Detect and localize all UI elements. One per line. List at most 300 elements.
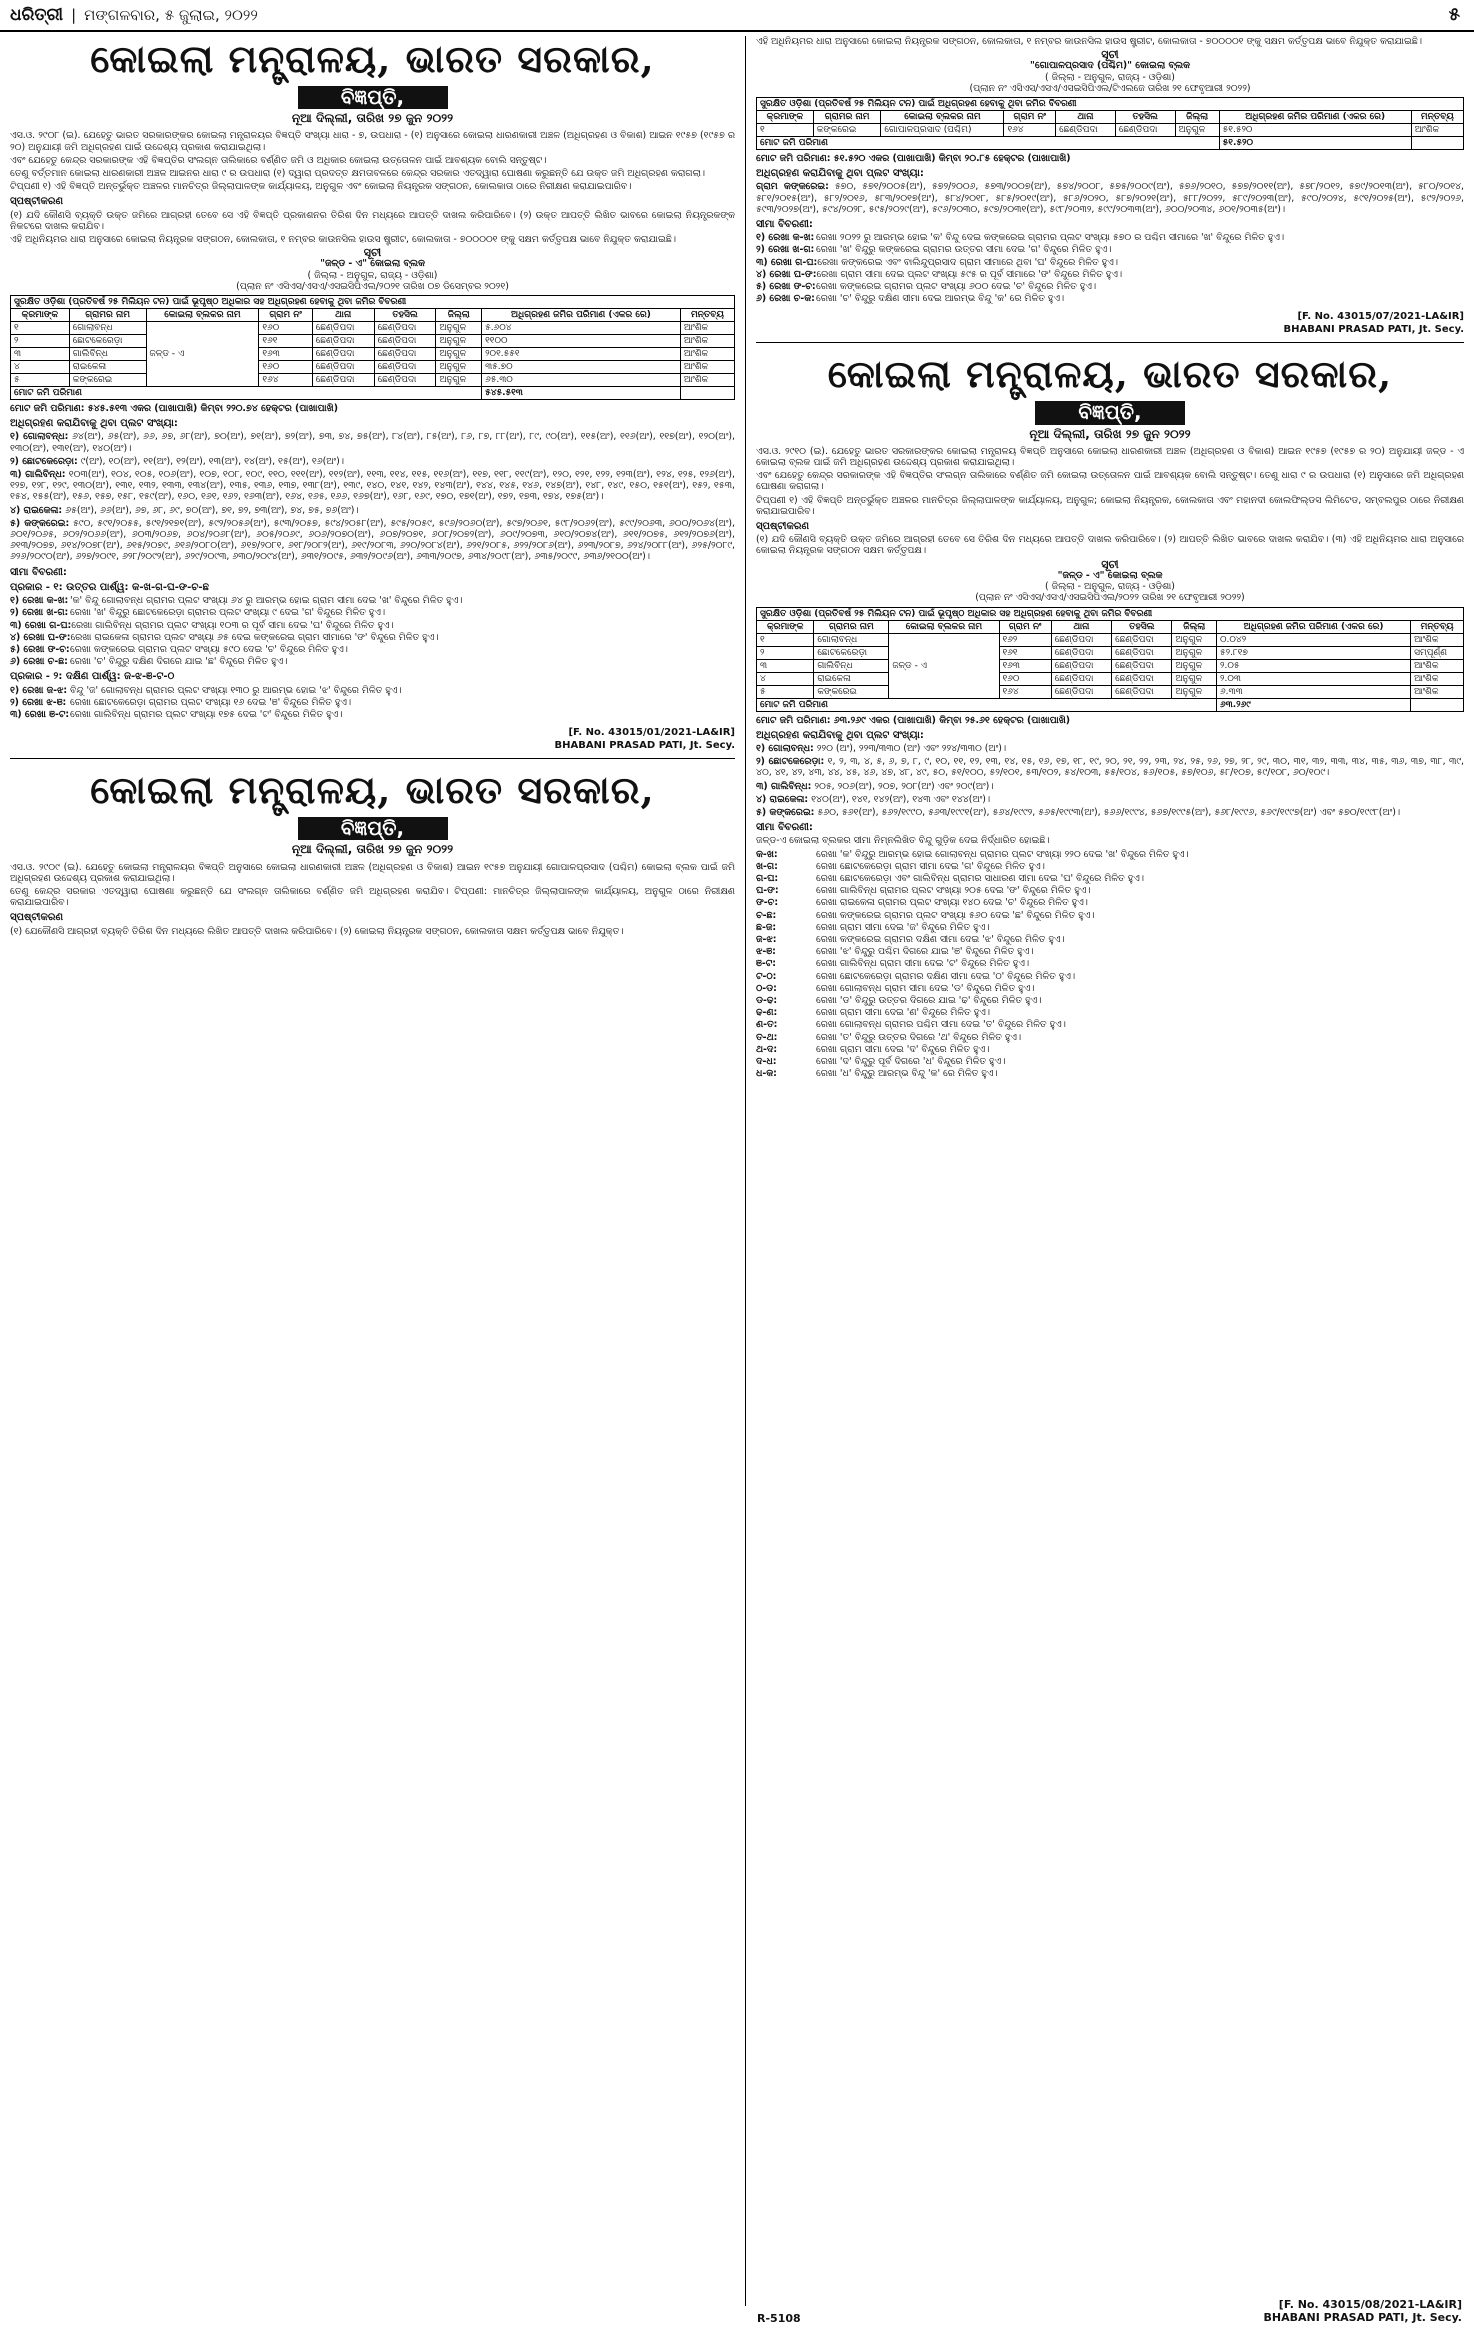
column-header: ଗ୍ରାମ ନଂ bbox=[259, 309, 312, 322]
table-cell: ୫୧.୫୨୦ bbox=[1219, 137, 1411, 150]
table-cell: ଛୋଟକେରେଡ଼ା bbox=[69, 335, 146, 348]
table-cell: ଛେଣ୍ଡିପଦା bbox=[1112, 672, 1172, 685]
table-row bbox=[757, 633, 1464, 646]
boundary-value: ରେଖା 'ଦ' ବିନ୍ଦୁରୁ ପୂର୍ବ ଦିଗରେ 'ଧ' ବିନ୍ଦୁରେ ମିଳିତ ହୁଏ। bbox=[816, 1055, 1006, 1067]
boundary-value: ରେଖା ଛୋଟକେରେଡ଼ା ଏବଂ ଗାଲିବିନ୍ଧ ଗ୍ରାମର ସାଧାରଣ ସୀମା ଦେଇ 'ଘ' ବିନ୍ଦୁରେ ମିଳିତ ହୁଏ। bbox=[816, 872, 1144, 884]
boundary-key: ଘ-ଙ: bbox=[756, 885, 779, 897]
table-cell: ଛେଣ୍ଡିପଦା bbox=[312, 374, 374, 387]
table-cell: ୫.୬୦୪ bbox=[482, 322, 681, 335]
boundary-line bbox=[756, 922, 1464, 933]
boundary-line bbox=[756, 1056, 1464, 1067]
column-header: କ୍ରମାଙ୍କ bbox=[11, 309, 70, 322]
table-caption: ସୁରକ୍ଷିତ ଓଡ଼ିଶା (ପ୍ରତିବର୍ଷ ୨୫ ମିଲିୟନ ଟନ) ପାଇଁ ଭୂପୃଷ୍ଠ ଅଧିକାର ସହ ଅଧିଗ୍ରହଣ ହେବାକୁ ଥିବା ଜମିର ବିବରଣୀ bbox=[757, 607, 1464, 620]
column-header: ଅଧିଗ୍ରହଣ ଜମିର ପରିମାଣ (ଏକର ରେ) bbox=[1217, 620, 1411, 633]
notice-jalda-a-2 bbox=[756, 351, 1464, 1086]
schedule-subtitle: "ଜଳ୍‌ଡ - ଏ" କୋଇଲା ବ୍ଲକ bbox=[1057, 569, 1163, 581]
plot-list bbox=[756, 743, 1464, 754]
notice-paragraph: ଏସ.ଓ. ୨୯୦୯ (ଇ). ଯେହେତୁ କୋଇଲା ମନ୍ତ୍ରାଳୟର ବିଜ୍ଞପ୍ତି ଅନୁସାରେ କୋଇଲା ଧାରଣକାରୀ ଅଞ୍ଚଳ (ଅଧିଗ୍ରହଣ ଓ ବିକାଶ) ଆଇନ ୧୯୫୭ ଅନୁଯାୟୀ ଗୋପାଳପ୍ରସାଦ (ପଶ୍ଚିମ) କୋଇଲା ବ୍ଲକ ପାଇଁ ଜମି ଅଧିଗ୍ରହଣ ଉଦ୍ଦେଶ୍ୟ ପ୍ରକାଶ କରାଯାଇଥିଲା। bbox=[10, 861, 735, 884]
table-cell: ଆଂଶିକ bbox=[680, 348, 734, 361]
boundary-line bbox=[756, 1044, 1464, 1055]
table-cell: ୩ bbox=[11, 348, 70, 361]
table-cell: ଛେଣ୍ଡିପଦା bbox=[312, 361, 374, 374]
boundary-line bbox=[756, 1032, 1464, 1043]
boundary-value: ରେଖା ଗ୍ରାମ ସୀମା ଦେଇ 'ଣ' ବିନ୍ଦୁରେ ମିଳିତ ହୁଏ। bbox=[816, 1007, 990, 1019]
schedule-title: ସୂଚୀ bbox=[1101, 48, 1119, 62]
table-cell: ଗୋପାଳପ୍ରସାଦ (ପଶ୍ଚିମ) bbox=[881, 124, 1004, 137]
table-row bbox=[11, 335, 735, 348]
table-cell: ଛେଣ୍ଡିପଦା bbox=[1056, 124, 1116, 137]
boundary-value: ରେଖା ଗ୍ରାମ ସୀମା ଦେଇ ପ୍ଲଟ ସଂଖ୍ୟା ୫୯୫ ର ପୂର୍ବ ସୀମାରେ 'ଙ' ବିନ୍ଦୁରେ ମିଳିତ ହୁଏ। bbox=[816, 268, 1123, 280]
plots-heading: ଅଧିଗ୍ରହଣ କରାଯିବାକୁ ଥିବା ପ୍ଲଟ ସଂଖ୍ୟା: bbox=[10, 418, 178, 430]
boundary-line bbox=[756, 885, 1464, 896]
schedule-reference: (ପ୍ଲାନ ନଂ ଏସିଏସ/ଏସଏ/ଏସଇସିପିଏଲ/୨୦୨୨ ତାରିଖ ୨୧ ଫେବୃଆରୀ ୨୦୨୨) bbox=[975, 592, 1245, 604]
table-cell: ରାଇକେଳା bbox=[69, 361, 146, 374]
page-number: ୫ bbox=[1448, 4, 1460, 25]
plot-list bbox=[10, 469, 735, 503]
boundary-key: ୧) ରେଖା ଜ-ଝ: bbox=[10, 684, 68, 696]
table-cell: ଆଂଶିକ bbox=[1411, 124, 1463, 137]
boundary-line bbox=[756, 910, 1464, 921]
column-header: ଅଧିଗ୍ରହଣ ଜମିର ପରିମାଣ (ଏକର ରେ) bbox=[482, 309, 681, 322]
boundary-line bbox=[756, 293, 1464, 304]
boundary-value: ରେଖା ଗ୍ରାମ ସୀମା ଦେଇ 'ଜ' ବିନ୍ଦୁରେ ମିଳିତ ହୁଏ। bbox=[816, 921, 990, 933]
table-cell: ଅନୁଗୁଳ bbox=[436, 322, 482, 335]
notice-paragraph: ଏବଂ ଯେହେତୁ କେନ୍ଦ୍ର ସରକାରଙ୍କ ଏହି ବିଜ୍ଞପ୍ତିର ସଂଲଗ୍ନ ତାଲିକାରେ ବର୍ଣ୍ଣିତ ଜମି ଓ ଅଧିକାର କୋଇଲା ଉତ୍ତୋଳନ ପାଇଁ ଆବଶ୍ୟକ ବୋଲି ସନ୍ତୁଷ୍ଟ। bbox=[10, 154, 547, 166]
village-label: ୪) ରାଇକେଳା: bbox=[10, 504, 63, 516]
boundary-line bbox=[756, 873, 1464, 884]
boundary-line bbox=[10, 685, 735, 696]
signatory: BHABANI PRASAD PATI, Jt. Secy. bbox=[1263, 2311, 1462, 2324]
table-cell: ୧୬୪ bbox=[259, 374, 312, 387]
plot-list bbox=[756, 181, 1464, 215]
plot-list bbox=[756, 781, 1464, 792]
boundary-key: ଠ-ଡ: bbox=[756, 982, 777, 994]
table-cell: କଙ୍କରେଇ bbox=[814, 685, 889, 698]
notice-paragraph: ତେଣୁ କେନ୍ଦ୍ର ସରକାର ଏତଦ୍ୱାରା ଘୋଷଣା କରୁଛନ୍ତି ଯେ ସଂଲଗ୍ନ ତାଲିକାରେ ବର୍ଣ୍ଣିତ ଜମି ଅଧିଗ୍ରହଣ କରାଯିବ। ଟିପ୍ପଣୀ: ମାନଚିତ୍ର ଜିଲ୍ଲାପାଳଙ୍କ କାର୍ଯ୍ୟାଳୟ, ଅନୁଗୁଳ ଠାରେ ନିରୀକ୍ଷଣ କରାଯାଇପାରିବ। bbox=[10, 885, 735, 909]
notice-paragraph: ଏସ.ଓ. ୨୯୦୮ (ଇ). ଯେହେତୁ ଭାରତ ସରକାରଙ୍କର କୋଇଲା ମନ୍ତ୍ରାଳୟର ବିଜ୍ଞପ୍ତି ସଂଖ୍ୟା ଧାରା - ୭, ଉପଧାରା - (୧) ଅନୁସାରେ କୋଇଲା ଧାରଣକାରୀ ଅଞ୍ଚଳ (ଅଧିଗ୍ରହଣ ଓ ବିକାଶ) ଆଇନ ୧୯୫୭ (୧୯୫୭ ର ୨୦) ଅନୁଯାୟୀ ଜମି ଅଧିଗ୍ରହଣ ପାଇଁ ଉଦ୍ଦେଶ୍ୟ ପ୍ରକାଶ କରାଯାଇଥିଲା। bbox=[10, 130, 735, 153]
schedule-title: ସୂଚୀ bbox=[363, 246, 382, 260]
boundary-value: ରେଖା ଛୋଟକେରେଡ଼ା ଗ୍ରାମ ସୀମା ଦେଇ 'ଗ' ବିନ୍ଦୁରେ ମିଳିତ ହୁଏ। bbox=[816, 860, 1045, 872]
table-cell bbox=[680, 387, 734, 400]
table-cell: ୧୬୦ bbox=[259, 361, 312, 374]
schedule-subtitle: "ଗୋପାଳପ୍ରସାଦ (ପଶ୍ଚିମ)" କୋଇଲା ବ୍ଲକ bbox=[1030, 60, 1190, 72]
schedule-location: ( ଜିଲ୍ଲା - ଅନୁଗୁଳ, ରାଜ୍ୟ - ଓଡ଼ିଶା) bbox=[1045, 71, 1175, 83]
table-cell: ୫୪୫.୫୧୩ bbox=[482, 387, 681, 400]
table-header-row bbox=[757, 111, 1464, 124]
notice-dateline: ନୂଆ ଦିଲ୍ଲୀ, ତାରିଖ ୨୭ ଜୁନ ୨୦୨୨ bbox=[291, 111, 454, 126]
plot-list bbox=[756, 794, 1464, 805]
right-column bbox=[756, 36, 1464, 1094]
explanation-heading: ସ୍ପଷ୍ଟୀକରଣ bbox=[756, 521, 810, 533]
table-cell: ଛେଣ୍ଡିପଦା bbox=[1115, 124, 1175, 137]
boundary-value: ରେଖା 'ଧ' ବିନ୍ଦୁରୁ ଆରମ୍ଭ ବିନ୍ଦୁ 'କ' ରେ ମିଳିତ ହୁଏ। bbox=[816, 1068, 998, 1080]
boundary-value: ରେଖା କଙ୍କରେଇ ଗ୍ରାମର ପ୍ଲଟ ସଂଖ୍ୟା ୬୦୦ ଦେଇ 'ଚ' ବିନ୍ଦୁରେ ମିଳିତ ହୁଏ। bbox=[816, 281, 1097, 293]
ministry-heading: କୋଇଲା ମନ୍ତ୍ରାଳୟ, ଭାରତ ସରକାର, bbox=[90, 767, 655, 813]
boundary-line bbox=[756, 244, 1464, 255]
plot-list bbox=[756, 807, 1464, 818]
table-cell: ୧ bbox=[757, 124, 814, 137]
boundary-key: ୬) ରେଖା ଚ-ଛ: bbox=[10, 656, 68, 668]
boundary-value: ରେଖା ଗାଲିବିନ୍ଧ ଗ୍ରାମର ପ୍ଲଟ ସଂଖ୍ୟା ୧୭୫ ଦେଇ 'ଟ' ବିନ୍ଦୁରେ ମିଳିତ ହୁଏ। bbox=[70, 708, 343, 720]
boundary-line bbox=[756, 861, 1464, 872]
column-header: ମନ୍ତବ୍ୟ bbox=[680, 309, 734, 322]
boundary-key: ୬) ରେଖା ଚ-କ: bbox=[756, 293, 815, 305]
plot-list bbox=[10, 456, 735, 467]
table-cell: ୨.୦୩ bbox=[1217, 672, 1411, 685]
plot-numbers: ୧୪୦(ଅଂ), ୧୪୧, ୧୪୨(ଅଂ), ୧୪୩ ଏବଂ ୧୪୪(ଅଂ)। bbox=[811, 793, 991, 805]
table-cell: ୧୧୦୦ bbox=[482, 335, 681, 348]
table-cell: ଛେଣ୍ଡିପଦା bbox=[1112, 633, 1172, 646]
column-header: କ୍ରମାଙ୍କ bbox=[757, 111, 814, 124]
boundary-value: ରେଖା ଗୋଲାବନ୍ଧ ଗ୍ରାମ ସୀମା ଦେଇ 'ଡ' ବିନ୍ଦୁରେ ମିଳିତ ହୁଏ। bbox=[816, 982, 1035, 994]
table-cell: ୧୬୪ bbox=[999, 685, 1051, 698]
plot-numbers: ୫୭୦, ୫୭୧/୨୦୦୫(ଅଂ), ୫୭୨/୨୦୦୬, ୫୭୩/୨୦୦୭(ଅଂ), ୫୭୪/୨୦୦୮, ୫୭୫/୨୦୦୯(ଅଂ), ୫୭୬/୨୦୧୦, ୫୭୭/୨୦୧୧(ଅଂ), ୫୭୮/୨୦୧୨, ୫୭୯/୨୦୧୩(ଅଂ), ୫୮୦/୨୦୧୪, ୫୮୧/୨୦୧୫(ଅଂ), ୫୮୨/୨୦୧୬, ୫୮୩/୨୦୧୭(ଅଂ), ୫୮୪/୨୦୧୮, ୫୮୫/୨୦୧୯(ଅଂ), ୫୮୬/୨୦୨୦, ୫୮୭/୨୦୨୧(ଅଂ), ୫୮୮/୨୦୨୨, ୫୮୯/୨୦୨୩(ଅଂ), ୫୯୦/୨୦୨୪, ୫୯୧/୨୦୨୫(ଅଂ), ୫୯୨/୨୦୨୬, ୫୯୩/୨୦୨୭(ଅଂ), ୫୯୪/୨୦୨୮, ୫୯୫/୨୦୨୯(ଅଂ), ୫୯୬/୨୦୩୦, ୫୯୭/୨୦୩୧(ଅଂ), ୫୯୮/୨୦୩୨, ୫୯୯/୨୦୩୩(ଅଂ), ୬୦୦/୨୦୩୪, ୬୦୧/୨୦୩୫(ଅଂ)। bbox=[756, 181, 1465, 215]
boundary-value: ବିନ୍ଦୁ 'ଜ' ଗୋଲାବନ୍ଧ ଗ୍ରାମର ପ୍ଲଟ ସଂଖ୍ୟା ୧୩୦ ରୁ ଆରମ୍ଭ ହୋଇ 'ଝ' ବିନ୍ଦୁରେ ମିଳିତ ହୁଏ। bbox=[70, 684, 402, 696]
boundary-key: ଝ-ଞ: bbox=[756, 946, 776, 958]
table-cell: ଛେଣ୍ଡିପଦା bbox=[374, 322, 436, 335]
boundary-value: ରେଖା ରାଇକେଳା ଗ୍ରାମର ପ୍ଲଟ ସଂଖ୍ୟା ୬୫ ଦେଇ କଙ୍କରେଇ ଗ୍ରାମ ସୀମାରେ 'ଙ' ବିନ୍ଦୁରେ ମିଳିତ ହୁଏ। bbox=[70, 631, 439, 643]
column-header: ତହସିଲ bbox=[374, 309, 436, 322]
boundary-line bbox=[756, 958, 1464, 969]
table-row bbox=[757, 646, 1464, 659]
table-cell: ଗାଲିବିନ୍ଧ bbox=[814, 659, 889, 672]
table-cell: ଛେଣ୍ଡିପଦା bbox=[1051, 659, 1111, 672]
boundary-line bbox=[756, 1019, 1464, 1030]
column-header: ମନ୍ତବ୍ୟ bbox=[1411, 111, 1463, 124]
table-cell: ଗାଲିବିନ୍ଧ bbox=[69, 348, 146, 361]
plot-list bbox=[10, 505, 735, 516]
column-header: ଜିଲ୍ଲା bbox=[1172, 620, 1217, 633]
table-cell: ୩ bbox=[757, 659, 814, 672]
boundary-line bbox=[10, 595, 735, 606]
notice-paragraph: ଏବଂ ଯେହେତୁ କେନ୍ଦ୍ର ସରକାରଙ୍କ ଏହି ବିଜ୍ଞପ୍ତିର ସଂଲଗ୍ନ ତାଲିକାରେ ବର୍ଣ୍ଣିତ ଜମି କୋଇଲା ଉତ୍ତୋଳନ ପାଇଁ ଆବଶ୍ୟକ ବୋଲି ସନ୍ତୁଷ୍ଟ। ତେଣୁ ଧାରା ୯ ର ଉପଧାରା (୧) ଅନୁସାରେ ଜମି ଅଧିଗ୍ରହଣ ଘୋଷଣା କରାଗଲା। bbox=[756, 470, 1464, 493]
boundary-value: ରେଖା ଛୋଟକେରେଡ଼ା ଗ୍ରାମର ଦକ୍ଷିଣ ସୀମା ଦେଇ 'ଠ' ବିନ୍ଦୁରେ ମିଳିତ ହୁଏ। bbox=[816, 970, 1076, 982]
column-header: ଜିଲ୍ଲା bbox=[436, 309, 482, 322]
column-header: ତହସିଲ bbox=[1115, 111, 1175, 124]
boundary-line bbox=[10, 620, 735, 631]
boundary-value: ରେଖା 'ଖ' ବିନ୍ଦୁରୁ କଙ୍କରେଇ ଗ୍ରାମର ଉତ୍ତର ସୀମା ଦେଇ 'ଗ' ବିନ୍ଦୁରେ ମିଳିତ ହୁଏ। bbox=[816, 244, 1112, 256]
boundary-value: ରେଖା 'ଚ' ବିନ୍ଦୁରୁ ଦକ୍ଷିଣ ସୀମା ଦେଇ ଆରମ୍ଭ ବିନ୍ଦୁ 'କ' ରେ ମିଳିତ ହୁଏ। bbox=[816, 293, 1065, 305]
table-cell: ଆଂଶିକ bbox=[1411, 685, 1464, 698]
column-header: ଜିଲ୍ଲା bbox=[1175, 111, 1219, 124]
boundary-value: ରେଖା ରାଇକେଳା ଗ୍ରାମର ପ୍ଲଟ ସଂଖ୍ୟା ୧୪୦ ଦେଇ 'ଚ' ବିନ୍ଦୁରେ ମିଳିତ ହୁଏ। bbox=[816, 897, 1088, 909]
table-cell: ୧୬୧ bbox=[259, 335, 312, 348]
boundary-key: ଖ-ଗ: bbox=[756, 860, 778, 872]
boundary-key: ୨) ରେଖା ଝ-ଞ: bbox=[10, 696, 67, 708]
plots-heading: ଅଧିଗ୍ରହଣ କରାଯିବାକୁ ଥିବା ପ୍ଲଟ ସଂଖ୍ୟା: bbox=[756, 729, 924, 741]
signature-block bbox=[10, 726, 735, 752]
table-row bbox=[11, 348, 735, 361]
column-header: ଥାନା bbox=[1051, 620, 1111, 633]
table-cell: ଆଂଶିକ bbox=[680, 361, 734, 374]
boundary-key: ୪) ରେଖା ଘ-ଙ: bbox=[10, 631, 71, 643]
notice-paragraph: (୧) ଯେକୌଣସି ଆଗ୍ରହୀ ବ୍ୟକ୍ତି ତିରିଶ ଦିନ ମଧ୍ୟରେ ଲିଖିତ ଆପତ୍ତି ଦାଖଲ କରିପାରିବେ। (୨) କୋଇଲା ନିୟନ୍ତ୍ରକ ସଙ୍ଗଠନ, କୋଲକାତା ସକ୍ଷମ କର୍ତ୍ତୃପକ୍ଷ ଭାବେ ନିଯୁକ୍ତ। bbox=[10, 925, 624, 937]
village-label: ୧) ଗୋଲାବନ୍ଧ: bbox=[10, 431, 69, 443]
table-cell: ଅନୁଗୁଳ bbox=[1172, 659, 1217, 672]
total-area-line: ମୋଟ ଜମି ପରିମାଣ: ୫୪୫.୫୧୩ ଏକର (ପାଖାପାଖି) କିମ୍ବା ୨୨୦.୭୪ ହେକ୍ଟର (ପାଖାପାଖି) bbox=[10, 403, 338, 415]
boundary-key: ଢ-ଣ: bbox=[756, 1007, 778, 1019]
plot-numbers: ୨୨୦ (ଅଂ), ୨୨୩/୩୩୦ (ଅଂ) ଏବଂ ୨୨୪/୩୩୦ (ଅଂ)। bbox=[816, 742, 1007, 754]
boundary-key: ୧) ରେଖା କ-ଖ: bbox=[756, 232, 815, 244]
boundary-key: ୧) ରେଖା କ-ଖ: bbox=[10, 595, 69, 607]
table-cell: ଛେଣ୍ଡିପଦା bbox=[312, 335, 374, 348]
plot-numbers: ୫୯୦, ୫୯୧/୨୦୫୫, ୫୯୧/୨୧୭୧(ଅଂ), ୫୯୨/୨୦୫୬(ଅଂ), ୫୯୩/୨୦୫୭, ୫୯୪/୨୦୫୮(ଅଂ), ୫୯୫/୨୦୫୯, ୫୯୬/୨୦୬୦(ଅଂ), ୫୯୭/୨୦୬୧, ୫୯୮/୨୦୬୨(ଅଂ), ୫୯୯/୨୦୬୩, ୬୦୦/୨୦୬୪(ଅଂ), ୬୦୧/୨୦୬୫, ୬୦୨/୨୦୬୬(ଅଂ), ୬୦୩/୨୦୬୭, ୬୦୪/୨୦୬୮(ଅଂ), ୬୦୫/୨୦୬୯, ୬୦୬/୨୦୭୦(ଅଂ), ୬୦୭/୨୦୭୧, ୬୦୮/୨୦୭୨(ଅଂ), ୬୦୯/୨୦୭୩, ୬୧୦/୨୦୭୪(ଅଂ), ୬୧୧/୨୦୭୫, ୬୧୨/୨୦୭୬(ଅଂ), ୬୧୩/୨୦୭୭, ୬୧୪/୨୦୭୮(ଅଂ), ୬୧୫/୨୦୭୯, ୬୧୬/୨୦୮୦(ଅଂ), ୬୧୭/୨୦୮୧, ୬୧୮/୨୦୮୨(ଅଂ), ୬୧୯/୨୦୮୩, ୬୨୦/୨୦୮୪(ଅଂ), ୬୨୧/୨୦୮୫, ୬୨୨/୨୦୮୬(ଅଂ), ୬୨୩/୨୦୮୭, ୬୨୪/୨୦୮୮(ଅଂ), ୬୨୫/୨୦୮୯, ୬୨୬/୨୦୯୦(ଅଂ), ୬୨୭/୨୦୯୧, ୬୨୮/୨୦୯୨(ଅଂ), ୬୨୯/୨୦୯୩, ୬୩୦/୨୦୯୪(ଅଂ), ୬୩୧/୨୦୯୫, ୬୩୨/୨୦୯୬(ଅଂ), ୬୩୩/୨୦୯୭, ୬୩୪/୨୦୯୮(ଅଂ), ୬୩୫/୨୦୯୯, ୬୩୬/୨୧୦୦(ଅଂ)। bbox=[10, 517, 735, 563]
table-cell: ୨ bbox=[757, 646, 814, 659]
land-table bbox=[10, 295, 735, 400]
table-cell: ଅନୁଗୁଳ bbox=[1172, 672, 1217, 685]
boundary-value: ରେଖା ୨୦୨୨ ରୁ ଆରମ୍ଭ ହୋଇ 'କ' ବିନ୍ଦୁ ଦେଇ କଙ୍କରେଇ ଗ୍ରାମର ପ୍ଲଟ ସଂଖ୍ୟା ୫୭୦ ର ପଶ୍ଚିମ ସୀମାରେ 'ଖ' ବିନ୍ଦୁରେ ମିଳିତ ହୁଏ। bbox=[816, 232, 1285, 244]
boundary-value: ରେଖା ଗାଲିବିନ୍ଧ ଗ୍ରାମର ପ୍ଲଟ ସଂଖ୍ୟା ୨୦୫ ଦେଇ 'ଙ' ବିନ୍ଦୁରେ ମିଳିତ ହୁଏ। bbox=[816, 885, 1091, 897]
boundary-key: ତ-ଥ: bbox=[756, 1031, 778, 1043]
village-label: ୨) ଛୋଟକେରେଡ଼ା: bbox=[756, 756, 825, 768]
boundary-key: ଟ-ଠ: bbox=[756, 970, 777, 982]
table-cell: ଛେଣ୍ଡିପଦା bbox=[312, 322, 374, 335]
boundary-line bbox=[10, 632, 735, 643]
boundary-key: ୪) ରେଖା ଘ-ଙ: bbox=[756, 268, 817, 280]
table-cell: ଆଂଶିକ bbox=[1411, 659, 1464, 672]
table-cell: ୧ bbox=[757, 633, 814, 646]
boundary-value: ରେଖା 'ଚ' ବିନ୍ଦୁରୁ ଦକ୍ଷିଣ ଦିଗରେ ଯାଇ 'ଛ' ବିନ୍ଦୁରେ ମିଳିତ ହୁଏ। bbox=[70, 656, 288, 668]
boundary-line bbox=[756, 983, 1464, 994]
table-header-row bbox=[11, 309, 735, 322]
boundary-line bbox=[756, 1068, 1464, 1079]
boundary-line bbox=[10, 607, 735, 618]
table-cell: ଛେଣ୍ଡିପଦା bbox=[1112, 646, 1172, 659]
table-total-row bbox=[757, 137, 1464, 150]
plot-numbers: ୨୦୫, ୨୦୬(ଅଂ), ୨୦୭, ୨୦୮(ଅଂ) ଏବଂ ୨୦୯(ଅଂ)। bbox=[814, 780, 994, 792]
notice-dateline: ନୂଆ ଦିଲ୍ଲୀ, ତାରିଖ ୨୭ ଜୁନ ୨୦୨୨ bbox=[1029, 426, 1191, 441]
boundary-line bbox=[756, 897, 1464, 908]
table-cell: ଅନୁଗୁଳ bbox=[436, 335, 482, 348]
table-cell: ୩୫.୭୦ bbox=[482, 361, 681, 374]
boundary-value: ରେଖା କଙ୍କରେଇ ଗ୍ରାମର ପ୍ଲଟ ସଂଖ୍ୟା ୫୬୦ ଦେଇ 'ଛ' ବିନ୍ଦୁରେ ମିଳିତ ହୁଏ। bbox=[816, 909, 1095, 921]
boundary-value: ରେଖା 'ଖ' ବିନ୍ଦୁରୁ ଛୋଟକେରେଡ଼ା ଗ୍ରାମର ପ୍ଲଟ ସଂଖ୍ୟା ୯ ଦେଇ 'ଗ' ବିନ୍ଦୁରେ ମିଳିତ ହୁଏ। bbox=[70, 607, 386, 619]
table-row bbox=[11, 322, 735, 335]
boundary-key: ଥ-ଦ: bbox=[756, 1043, 778, 1055]
schedule-reference: (ପ୍ଲାନ ନଂ ଏସିଏସ/ଏସଏ/ଏସଇସିପିଏଲ/୨୦୨୧ ତାରିଖ ୦୭ ଡିସେମ୍ବର ୨୦୨୧) bbox=[236, 280, 509, 292]
schedule-location: ( ଜିଲ୍ଲା - ଅନୁଗୁଳ, ରାଜ୍ୟ - ଓଡ଼ିଶା) bbox=[307, 269, 438, 281]
table-cell: ୧୬୩ bbox=[259, 348, 312, 361]
table-cell: ୧୬୧ bbox=[999, 646, 1051, 659]
plot-list bbox=[756, 756, 1464, 778]
column-rule bbox=[745, 36, 746, 2306]
table-cell: ମୋଟ ଜମି ପରିମାଣ bbox=[757, 137, 1220, 150]
table-cell: ୧୬୩ bbox=[999, 659, 1051, 672]
boundary-value: ରେଖା ଗ୍ରାମ ସୀମା ଦେଇ 'ଦ' ବିନ୍ଦୁରେ ମିଳିତ ହୁଏ। bbox=[816, 1043, 990, 1055]
table-cell: ଅନୁଗୁଳ bbox=[1175, 124, 1219, 137]
boundary-line bbox=[756, 934, 1464, 945]
table-cell: ୬.୩୩ bbox=[1217, 685, 1411, 698]
table-row bbox=[757, 124, 1464, 137]
notice-paragraph: ଏସ.ଓ. ୨୯୧୦ (ଇ). ଯେହେତୁ ଭାରତ ସରକାରଙ୍କର କୋଇଲା ମନ୍ତ୍ରାଳୟ ବିଜ୍ଞପ୍ତି ଅନୁସାରେ କୋଇଲା ଧାରଣକାରୀ ଅଞ୍ଚଳ (ଅଧିଗ୍ରହଣ ଓ ବିକାଶ) ଆଇନ ୧୯୫୭ (୧୯୫୭ ର ୨୦) ଅନୁଯାୟୀ ଜଳ୍‌ଡ - ଏ କୋଇଲା ବ୍ଲକ ପାଇଁ ଜମି ଅଧିଗ୍ରହଣ ଉଦ୍ଦେଶ୍ୟ ପ୍ରକାଶ କରାଯାଇଥିଲା। bbox=[756, 445, 1464, 469]
boundary-key: ଡ-ଢ: bbox=[756, 994, 778, 1006]
table-cell: ଆଂଶିକ bbox=[1411, 633, 1464, 646]
plot-numbers: ୧୦୩(ଅଂ), ୧୦୪, ୧୦୫, ୧୦୬(ଅଂ), ୧୦୭, ୧୦୮, ୧୦୯, ୧୧୦, ୧୧୧(ଅଂ), ୧୧୨(ଅଂ), ୧୧୩, ୧୧୪, ୧୧୫, ୧୧୬(ଅଂ), ୧୧୭, ୧୧୮, ୧୧୯(ଅଂ), ୧୨୦, ୧୨୧, ୧୨୨, ୧୨୩(ଅଂ), ୧୨୪, ୧୨୫, ୧୨୬(ଅଂ), ୧୨୭, ୧୨୮, ୧୨୯, ୧୩୦(ଅଂ), ୧୩୧, ୧୩୨, ୧୩୩, ୧୩୪(ଅଂ), ୧୩୫, ୧୩୬, ୧୩୭, ୧୩୮(ଅଂ), ୧୩୯, ୧୪୦, ୧୪୧, ୧୪୨, ୧୪୩(ଅଂ), ୧୪୪, ୧୪୫, ୧୪୬, ୧୪୭(ଅଂ), ୧୪୮, ୧୪୯, ୧୫୦, ୧୫୧(ଅଂ), ୧୫୨, ୧୫୩, ୧୫୪, ୧୫୫(ଅଂ), ୧୫୬, ୧୫୭, ୧୫୮, ୧୫୯(ଅଂ), ୧୬୦, ୧୬୧, ୧୬୨, ୧୬୩(ଅଂ), ୧୬୪, ୧୬୫, ୧୬୬, ୧୬୭(ଅଂ), ୧୬୮, ୧୬୯, ୧୭୦, ୧୭୧(ଅଂ), ୧୭୨, ୧୭୩, ୧୭୪, ୧୭୫(ଅଂ)। bbox=[10, 469, 735, 503]
table-cell: ଅନୁଗୁଳ bbox=[1172, 633, 1217, 646]
boundary-key: ୨) ରେଖା ଖ-ଗ: bbox=[10, 607, 69, 619]
table-cell: କଙ୍କରେଇ bbox=[813, 124, 881, 137]
boundary-value: ରେଖା କଙ୍କରେଇ ଗ୍ରାମର ଦକ୍ଷିଣ ସୀମା ଦେଇ 'ଝ' ବିନ୍ଦୁରେ ମିଳିତ ହୁଏ। bbox=[816, 933, 1065, 945]
plot-numbers: ୬୪(ଅଂ), ୬୫(ଅଂ), ୬୬, ୬୭, ୬୮(ଅଂ), ୭୦(ଅଂ), ୭୧(ଅଂ), ୭୨(ଅଂ), ୭୩, ୭୪, ୭୫(ଅଂ), ୮୪(ଅଂ), ୮୫(ଅଂ), ୮୬, ୮୭, ୮୮(ଅଂ), ୮୯, ୯୦(ଅଂ), ୧୧୫(ଅଂ), ୧୧୬(ଅଂ), ୧୧୭(ଅଂ), ୧୨୦(ଅଂ), ୧୩୦(ଅଂ), ୧୩୧(ଅଂ), ୧୪୦(ଅଂ)। bbox=[10, 431, 735, 454]
table-cell: ଆଂଶିକ bbox=[680, 374, 734, 387]
schedule-title: ସୂଚୀ bbox=[1101, 557, 1119, 571]
boundary-key: ୫) ରେଖା ଙ-ଚ: bbox=[10, 643, 70, 655]
table-cell: ୧୬୨ bbox=[999, 633, 1051, 646]
table-cell: ସମ୍ପୂର୍ଣ୍ଣ bbox=[1411, 646, 1464, 659]
boundary-key: ଧ-କ: bbox=[756, 1068, 777, 1080]
table-cell: କଙ୍କରେଇ bbox=[69, 374, 146, 387]
plot-numbers: ୧, ୨, ୩, ୪, ୫, ୬, ୭, ୮, ୯, ୧୦, ୧୧, ୧୨, ୧୩, ୧୪, ୧୫, ୧୬, ୧୭, ୧୮, ୧୯, ୨୦, ୨୧, ୨୨, ୨୩, ୨୪, ୨୫, ୨୬, ୨୭, ୨୮, ୨୯, ୩୦, ୩୧, ୩୨, ୩୩, ୩୪, ୩୫, ୩୬, ୩୭, ୩୮, ୩୯, ୪୦, ୪୧, ୪୨, ୪୩, ୪୪, ୪୫, ୪୬, ୪୭, ୪୮, ୪୯, ୫୦, ୫୧/୧୦୦, ୫୨/୧୦୧, ୫୩/୧୦୨, ୫୪/୧୦୩, ୫୫/୧୦୪, ୫୬/୧୦୫, ୫୭/୧୦୬, ୫୮/୧୦୭, ୫୯/୧୦୮, ୬୦/୧୦୯। bbox=[756, 756, 1464, 779]
plot-numbers: ୯(ଅଂ), ୧୦(ଅଂ), ୧୧(ଅଂ), ୧୨(ଅଂ), ୧୩(ଅଂ), ୧୪(ଅଂ), ୧୫(ଅଂ), ୧୬(ଅଂ)। bbox=[80, 455, 344, 467]
plots-heading: ଅଧିଗ୍ରହଣ କରାଯିବାକୁ ଥିବା ପ୍ଲଟ ସଂଖ୍ୟା: bbox=[756, 168, 924, 180]
notice-paragraph: ଟିପ୍ପଣୀ ୧) ଏହି ବିଜ୍ଞପ୍ତି ଅନ୍ତର୍ଭୁକ୍ତ ଅଞ୍ଚଳର ମାନଚିତ୍ର ଜିଲ୍ଲାପାଳଙ୍କ କାର୍ଯ୍ୟାଳୟ, ଅନୁଗୁଳ; କୋଇଲା ନିୟନ୍ତ୍ରକ, କୋଲକାତା ଏବଂ ମହାନଦୀ କୋଲଫିଲ୍ଡସ ଲିମିଟେଡ, ସମ୍ବଲପୁର ଠାରେ ନିରୀକ୍ଷଣ କରାଯାଇପାରିବ। bbox=[756, 494, 1464, 517]
boundary-line bbox=[756, 849, 1464, 860]
boundary-line bbox=[10, 656, 735, 667]
column-header: ତହସିଲ bbox=[1112, 620, 1172, 633]
table-cell: ଆଂଶିକ bbox=[1411, 672, 1464, 685]
file-number: [F. No. 43015/01/2021-LA&IR] bbox=[568, 727, 735, 739]
boundary-intro: ଜଳ୍‌ଡ-ଏ କୋଇଲା ବ୍ଲକର ସୀମା ନିମ୍ନଲିଖିତ ବିନ୍ଦୁ ଗୁଡ଼ିକ ଦେଇ ନିର୍ଦ୍ଧାରିତ ହୋଇଛି। bbox=[756, 835, 1050, 847]
explanation-heading: ସ୍ପଷ୍ଟୀକରଣ bbox=[10, 196, 64, 208]
boundary-value: 'କ' ବିନ୍ଦୁ ଗୋଲାବନ୍ଧ ଗ୍ରାମର ପ୍ଲଟ ସଂଖ୍ୟା ୬୪ ରୁ ଆରମ୍ଭ ହୋଇ ଗ୍ରାମ ସୀମା ଦେଇ 'ଖ' ବିନ୍ଦୁରେ ମିଳିତ ହୁଏ। bbox=[70, 595, 463, 607]
table-cell: ୬୩.୨୬୯ bbox=[1217, 698, 1411, 711]
table-cell: ୫୧.୫୨୦ bbox=[1219, 124, 1411, 137]
schedule-location: ( ଜିଲ୍ଲା - ଅନୁଗୁଳ, ରାଜ୍ୟ - ଓଡ଼ିଶା) bbox=[1045, 581, 1175, 593]
village-label: ୨) ଛୋଟକେରେଡ଼ା: bbox=[10, 455, 78, 467]
schedule-reference: (ପ୍ଲାନ ନଂ ଏସିଏସ/ଏସଏ/ଏସଇସିପିଏଲ/ଟିଏଲଜେ ତାରିଖ ୨୧ ଫେବୃଆରୀ ୨୦୨୨) bbox=[969, 82, 1251, 94]
boundary-line bbox=[10, 644, 735, 655]
column-header: ଥାନା bbox=[1056, 111, 1116, 124]
table-cell: ଗୋଲାବନ୍ଧ bbox=[69, 322, 146, 335]
notice-paragraph: ଏହି ଅଧିନିୟମର ଧାରା ଅନୁସାରେ କୋଇଲା ନିୟନ୍ତ୍ରକ ସଙ୍ଗଠନ, କୋଲକାତା, ୧ ନମ୍ବର କାଉନସିଲ ହାଉସ ଷ୍ଟ୍ରୀଟ, କୋଲକାତା - ୭୦୦୦୦୧ ଙ୍କୁ ସକ୍ଷମ କର୍ତ୍ତୃପକ୍ଷ ଭାବେ ନିଯୁକ୍ତ କରାଯାଇଛି। bbox=[756, 36, 1423, 47]
boundary-line bbox=[756, 281, 1464, 292]
boundary-value: ରେଖା 'ଡ' ବିନ୍ଦୁରୁ ଉତ୍ତର ଦିଗରେ ଯାଇ 'ଢ' ବିନ୍ଦୁରେ ମିଳିତ ହୁଏ। bbox=[816, 994, 1042, 1006]
masthead bbox=[0, 0, 1474, 32]
boundary-line bbox=[10, 709, 735, 720]
table-cell: ୧୬୦ bbox=[999, 672, 1051, 685]
table-cell: ମୋଟ ଜମି ପରିମାଣ bbox=[11, 387, 482, 400]
table-caption: ସୁରକ୍ଷିତ ଓଡ଼ିଶା (ପ୍ରତିବର୍ଷ ୨୫ ମିଲିୟନ ଟନ) ପାଇଁ ଭୂପୃଷ୍ଠ ଅଧିକାର ସହ ଅଧିଗ୍ରହଣ ହେବାକୁ ଥିବା ଜମିର ବିବରଣୀ bbox=[11, 296, 735, 309]
column-header: ମନ୍ତବ୍ୟ bbox=[1411, 620, 1464, 633]
file-number: [F. No. 43015/07/2021-LA&IR] bbox=[1297, 311, 1464, 323]
table-cell: ୧୬୪ bbox=[1004, 124, 1056, 137]
schedule-subtitle: "ଜଳ୍‌ଡ - ଏ" କୋଇଲା ବ୍ଲକ bbox=[320, 258, 425, 270]
boundary-heading: ସୀମା ବିବରଣୀ: bbox=[756, 822, 813, 834]
boundary-key: ଛ-ଜ: bbox=[756, 921, 777, 933]
signatory: BHABANI PRASAD PATI, Jt. Secy. bbox=[554, 740, 735, 752]
boundary-key: ୩) ରେଖା ଗ-ଘ: bbox=[10, 619, 72, 631]
notice-dateline: ନୂଆ ଦିଲ୍ଲୀ, ତାରିଖ ୨୭ ଜୁନ ୨୦୨୨ bbox=[291, 842, 454, 857]
boundary-key: କ-ଖ: bbox=[756, 848, 778, 860]
village-label: ୩) ଗାଲିବିନ୍ଧ: bbox=[10, 469, 66, 481]
table-cell: ଛୋଟକେରେଡ଼ା bbox=[814, 646, 889, 659]
table-cell: ୪ bbox=[757, 672, 814, 685]
table-cell: ମୋଟ ଜମି ପରିମାଣ bbox=[757, 698, 1217, 711]
notice-gopalprasad-intro bbox=[10, 767, 735, 945]
table-cell: ୦.୦୪୨ bbox=[1217, 633, 1411, 646]
table-header-row bbox=[757, 620, 1464, 633]
boundary-value: ରେଖା କଙ୍କରେଇ ଏବଂ ବାଲିନ୍ଦୁପ୍ରସାଦ ଗ୍ରାମ ସୀମାରେ ଥିବା 'ଘ' ବିନ୍ଦୁରେ ମିଳିତ ହୁଏ। bbox=[817, 256, 1118, 268]
release-number: R-5108 bbox=[757, 2312, 801, 2325]
boundary-value: ରେଖା 'କ' ବିନ୍ଦୁରୁ ଆରମ୍ଭ ହୋଇ ଗୋଲାବନ୍ଧ ଗ୍ରାମର ପ୍ଲଟ ସଂଖ୍ୟା ୨୨୦ ଦେଇ 'ଖ' ବିନ୍ଦୁରେ ମିଳିତ ହୁଏ। bbox=[816, 848, 1189, 860]
table-cell: ୧୬୦ bbox=[259, 322, 312, 335]
plot-numbers: ୬୫(ଅଂ), ୬୬(ଅଂ), ୬୭, ୬୮, ୬୯, ୭୦(ଅଂ), ୭୧, ୭୨, ୭୩(ଅଂ), ୭୪, ୭୫, ୭୬(ଅଂ)। bbox=[65, 504, 359, 516]
column-header: କ୍ରମାଙ୍କ bbox=[757, 620, 814, 633]
table-total-row bbox=[757, 698, 1464, 711]
table-cell bbox=[1411, 698, 1464, 711]
table-cell: ଛେଣ୍ଡିପଦା bbox=[1112, 659, 1172, 672]
table-cell: ଛେଣ୍ଡିପଦା bbox=[374, 348, 436, 361]
table-cell: ୨.୦୫ bbox=[1217, 659, 1411, 672]
boundary-key: ଦ-ଧ: bbox=[756, 1055, 777, 1067]
column-header: ଗ୍ରାମର ନାମ bbox=[814, 620, 889, 633]
table-cell: ଅନୁଗୁଳ bbox=[1172, 646, 1217, 659]
boundary-key: ଣ-ତ: bbox=[756, 1019, 778, 1031]
table-cell: ଛେଣ୍ଡିପଦା bbox=[374, 335, 436, 348]
boundary-value: ରେଖା ଛୋଟକେରେଡ଼ା ଗ୍ରାମର ପ୍ଲଟ ସଂଖ୍ୟା ୧୬ ଦେଇ 'ଞ' ବିନ୍ଦୁରେ ମିଳିତ ହୁଏ। bbox=[70, 696, 352, 708]
notice-paragraph: ତେଣୁ ବର୍ତ୍ତମାନ କୋଇଲା ଧାରଣକାରୀ ଅଞ୍ଚଳ ଆଇନର ଧାରା ୯ ର ଉପଧାରା (୧) ଦ୍ୱାରା ପ୍ରଦତ୍ତ କ୍ଷମତାବଳରେ କେନ୍ଦ୍ର ସରକାର ଏତଦ୍ୱାରା ଘୋଷଣା କରୁଛନ୍ତି ଯେ ଉକ୍ତ ଜମି ଅଧିଗ୍ରହଣ କରାଗଲା। bbox=[10, 168, 706, 180]
column-header: କୋଇଲା ବ୍ଲକର ନାମ bbox=[889, 620, 999, 633]
boundary-value: ରେଖା 'ତ' ବିନ୍ଦୁରୁ ଉତ୍ତର ଦିଗରେ 'ଥ' ବିନ୍ଦୁରେ ମିଳିତ ହୁଏ। bbox=[816, 1031, 1022, 1043]
table-total-row bbox=[11, 387, 735, 400]
table-cell: ୨ bbox=[11, 335, 70, 348]
column-header: ଗ୍ରାମର ନାମ bbox=[813, 111, 881, 124]
column-header: ଅଧିଗ୍ରହଣ ଜମିର ପରିମାଣ (ଏକର ରେ) bbox=[1219, 111, 1411, 124]
table-cell: ଆଂଶିକ bbox=[680, 322, 734, 335]
table-cell: ଛେଣ୍ଡିପଦା bbox=[312, 348, 374, 361]
table-cell: ଅନୁଗୁଳ bbox=[436, 361, 482, 374]
village-label: ୫) କଙ୍କରେଇ: bbox=[756, 806, 815, 818]
boundary-heading: ସୀମା ବିବରଣୀ: bbox=[10, 566, 67, 578]
table-row bbox=[757, 685, 1464, 698]
table-cell: ଛେଣ୍ଡିପଦା bbox=[1051, 672, 1111, 685]
notice-jalda-a-1 bbox=[10, 36, 735, 759]
boundary-line bbox=[756, 971, 1464, 982]
boundary-subheading: ପ୍ରକାର - ୨: ଦକ୍ଷିଣ ପାର୍ଶ୍ୱ: ଜ-ଝ-ଞ-ଟ-ଠ bbox=[10, 671, 175, 683]
table-row bbox=[757, 672, 1464, 685]
boundary-value: ରେଖା କଙ୍କରେଇ ଗ୍ରାମର ପ୍ଲଟ ସଂଖ୍ୟା ୫୯୦ ଦେଇ 'ଚ' ବିନ୍ଦୁରେ ମିଳିତ ହୁଏ। bbox=[70, 643, 348, 655]
notice-paragraph: (୧) ଯଦି କୌଣସି ବ୍ୟକ୍ତି ଉକ୍ତ ଜମିରେ ଆଗ୍ରହୀ ତେବେ ସେ ଏହି ବିଜ୍ଞପ୍ତି ପ୍ରକାଶନର ତିରିଶ ଦିନ ମଧ୍ୟରେ ଆପତ୍ତି ଦାଖଲ କରିପାରିବେ। (୨) ଉକ୍ତ ଆପତ୍ତି ଲିଖିତ ଭାବରେ କୋଇଲା ନିୟନ୍ତ୍ରକଙ୍କ ନିକଟରେ ଦାଖଲ କରାଯିବ। bbox=[10, 209, 735, 232]
boundary-line bbox=[756, 946, 1464, 957]
boundary-line bbox=[756, 1007, 1464, 1018]
plot-list bbox=[10, 431, 735, 453]
table-cell: ଛେଣ୍ଡିପଦା bbox=[374, 374, 436, 387]
total-area-line: ମୋଟ ଜମି ପରିମାଣ: ୫୧.୫୨୦ ଏକର (ପାଖାପାଖି) କିମ୍ବା ୨୦.୮୫ ହେକ୍ଟର (ପାଖାପାଖି) bbox=[756, 153, 1071, 165]
boundary-heading: ସୀମା ବିବରଣୀ: bbox=[756, 219, 813, 231]
village-label: ୪) ରାଇକେଳା: bbox=[756, 793, 809, 805]
boundary-key: ୫) ରେଖା ଙ-ଚ: bbox=[756, 281, 816, 293]
boundary-line bbox=[756, 257, 1464, 268]
boundary-key: ୨) ରେଖା ଖ-ଗ: bbox=[756, 244, 815, 256]
notice-gopalprasad-schedule bbox=[756, 36, 1464, 343]
boundary-line bbox=[756, 232, 1464, 243]
file-number: [F. No. 43015/08/2021-LA&IR] bbox=[1278, 2298, 1462, 2311]
ministry-heading: କୋଇଲା ମନ୍ତ୍ରାଳୟ, ଭାରତ ସରକାର, bbox=[90, 36, 655, 81]
notice-paragraph: (୧) ଯଦି କୌଣସି ବ୍ୟକ୍ତି ଉକ୍ତ ଜମିରେ ଆଗ୍ରହୀ ତେବେ ସେ ତିରିଶ ଦିନ ମଧ୍ୟରେ ଆପତ୍ତି ଦାଖଲ କରିପାରିବେ। (୨) ଆପତ୍ତି ଲିଖିତ ଭାବରେ ଦାଖଲ କରାଯିବ। (୩) ଏହି ଅଧିନିୟମର ଧାରା ଅନୁସାରେ କୋଇଲା ନିୟନ୍ତ୍ରକ ସଙ୍ଗଠନ ସକ୍ଷମ କର୍ତ୍ତୃପକ୍ଷ। bbox=[756, 534, 1464, 557]
table-cell: ୨୦୧.୫୫୧ bbox=[482, 348, 681, 361]
boundary-line bbox=[10, 697, 735, 708]
plot-numbers: ୫୬୦, ୫୬୧(ଅଂ), ୫୬୨/୧୯୯୦, ୫୬୩/୧୯୯୧(ଅଂ), ୫୬୪/୧୯୯୨, ୫୬୫/୧୯୯୩(ଅଂ), ୫୬୬/୧୯୯୪, ୫୬୭/୧୯୯୫(ଅଂ), ୫୬୮/୧୯୯୬, ୫୬୯/୧୯୯୭(ଅଂ) ଏବଂ ୫୭୦/୧୯୯୮(ଅଂ)। bbox=[817, 806, 1401, 818]
table-cell: ଜଳ୍‌ଡ - ଏ bbox=[146, 322, 259, 387]
boundary-value: ରେଖା 'ଝ' ବିନ୍ଦୁରୁ ପଶ୍ଚିମ ଦିଗରେ ଯାଇ 'ଞ' ବିନ୍ଦୁରେ ମିଳିତ ହୁଏ। bbox=[816, 946, 1034, 958]
table-cell: ଛେଣ୍ଡିପଦା bbox=[1112, 685, 1172, 698]
boundary-key: ୩) ରେଖା ଞ-ଟ: bbox=[10, 708, 70, 720]
village-label: ୩) ଗାଲିବିନ୍ଧ: bbox=[756, 780, 812, 792]
boundary-key: ଜ-ଝ: bbox=[756, 933, 777, 945]
table-cell: ଛେଣ୍ଡିପଦା bbox=[374, 361, 436, 374]
table-cell: ୫ bbox=[757, 685, 814, 698]
table-cell: ୫୨.୮୧୭ bbox=[1217, 646, 1411, 659]
